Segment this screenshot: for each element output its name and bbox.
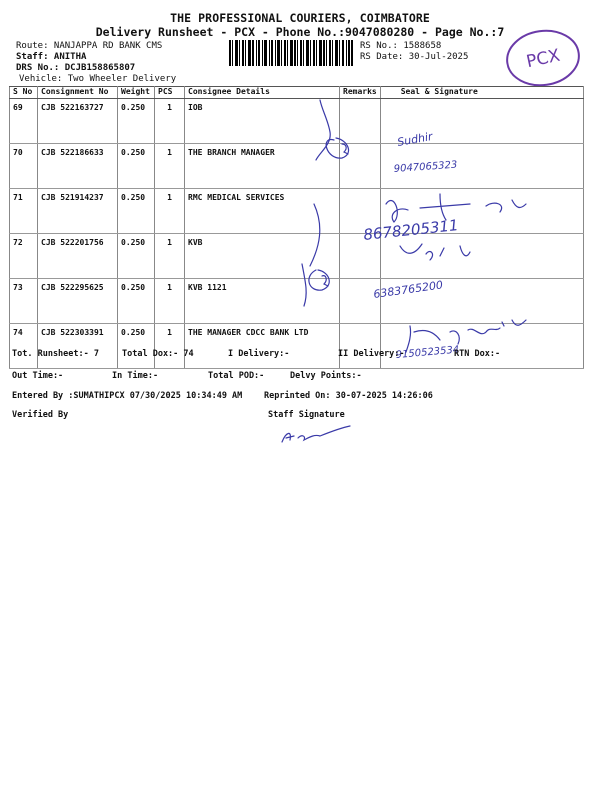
col-remarks: Remarks <box>340 87 381 99</box>
col-pcs: PCS <box>155 87 185 99</box>
row-consignment: CJB 522295625 <box>38 279 118 324</box>
company-title: THE PROFESSIONAL COURIERS, COIMBATORE <box>170 11 430 25</box>
col-consignment: Consignment No <box>38 87 118 99</box>
row-weight: 0.250 <box>118 189 155 234</box>
row-consignment: CJB 522186633 <box>38 144 118 189</box>
route-text: Route: NANJAPPA RD BANK CMS <box>16 41 163 51</box>
sig-phone-73: 6383765200 <box>372 278 444 301</box>
row-consignee: THE MANAGER CDCC BANK LTD <box>185 324 340 369</box>
reprinted-on: Reprinted On: 30-07-2025 14:26:06 <box>264 391 433 401</box>
row-consignee: THE BRANCH MANAGER <box>185 144 340 189</box>
col-sno: S No <box>10 87 38 99</box>
row-sno: 71 <box>10 189 38 234</box>
row-consignment: CJB 522303391 <box>38 324 118 369</box>
row-weight: 0.250 <box>118 99 155 144</box>
col-consignee: Consignee Details <box>185 87 340 99</box>
row-pcs: 1 <box>155 234 185 279</box>
out-time: Out Time:- <box>12 371 64 381</box>
row-sno: 72 <box>10 234 38 279</box>
row-pcs: 1 <box>155 324 185 369</box>
pcx-stamp <box>504 28 582 88</box>
row-weight: 0.250 <box>118 144 155 189</box>
col-seal-signature: Seal & Signature <box>380 87 583 99</box>
total-runsheet: Tot. Runsheet:- 7 <box>12 349 99 359</box>
drs-number: DRS No.: DCJB158865807 <box>16 63 136 73</box>
row-consignee: KVB 1121 <box>185 279 340 324</box>
row-consignee: IOB <box>185 99 340 144</box>
delivery-points: Delvy Points:- <box>290 371 362 381</box>
row-consignee: KVB <box>185 234 340 279</box>
total-dox: Total Dox:- 74 <box>122 349 194 359</box>
in-time: In Time:- <box>112 371 159 381</box>
sig-phone-72: 8678205311 <box>362 216 460 244</box>
row-consignment: CJB 522163727 <box>38 99 118 144</box>
sig-phone-70: 9047065323 <box>393 159 458 175</box>
rs-number: RS No.: 1588658 <box>360 41 442 51</box>
rs-date: RS Date: 30-Jul-2025 <box>360 52 469 62</box>
row-consignment: CJB 521914237 <box>38 189 118 234</box>
row-sno: 74 <box>10 324 38 369</box>
rtn-dox: RTN Dox:- <box>454 349 501 359</box>
i-delivery: I Delivery:- <box>228 349 290 359</box>
staff-text: Staff: ANITHA <box>16 52 87 62</box>
row-sno: 73 <box>10 279 38 324</box>
barcode-image <box>229 40 353 66</box>
runsheet-title: Delivery Runsheet - PCX - Phone No.:9047080280 - Page No.:7 <box>95 25 505 39</box>
sig-phone-74: 9150523534 <box>395 344 460 361</box>
row-sno: 69 <box>10 99 38 144</box>
vehicle-text: Vehicle: Two Wheeler Delivery <box>19 74 177 84</box>
col-weight: Weight <box>118 87 155 99</box>
handwritten-signatures <box>290 96 550 366</box>
row-pcs: 1 <box>155 144 185 189</box>
row-pcs: 1 <box>155 279 185 324</box>
staff-signature-label: Staff Signature <box>268 410 345 420</box>
row-weight: 0.250 <box>118 324 155 369</box>
row-consignee: RMC MEDICAL SERVICES <box>185 189 340 234</box>
staff-signature-mark <box>278 422 358 448</box>
row-pcs: 1 <box>155 99 185 144</box>
row-weight: 0.250 <box>118 234 155 279</box>
row-consignment: CJB 522201756 <box>38 234 118 279</box>
verified-by: Verified By <box>12 410 69 420</box>
total-pod: Total POD:- <box>208 371 265 381</box>
sig-name-70: Sudhir <box>396 129 434 149</box>
entered-by: Entered By :SUMATHIPCX 07/30/2025 10:34:49 AM <box>12 391 243 401</box>
row-weight: 0.250 <box>118 279 155 324</box>
ii-delivery: II Delivery:- <box>338 349 405 359</box>
row-pcs: 1 <box>155 189 185 234</box>
row-sno: 70 <box>10 144 38 189</box>
stamp-text: PCX <box>524 45 562 73</box>
